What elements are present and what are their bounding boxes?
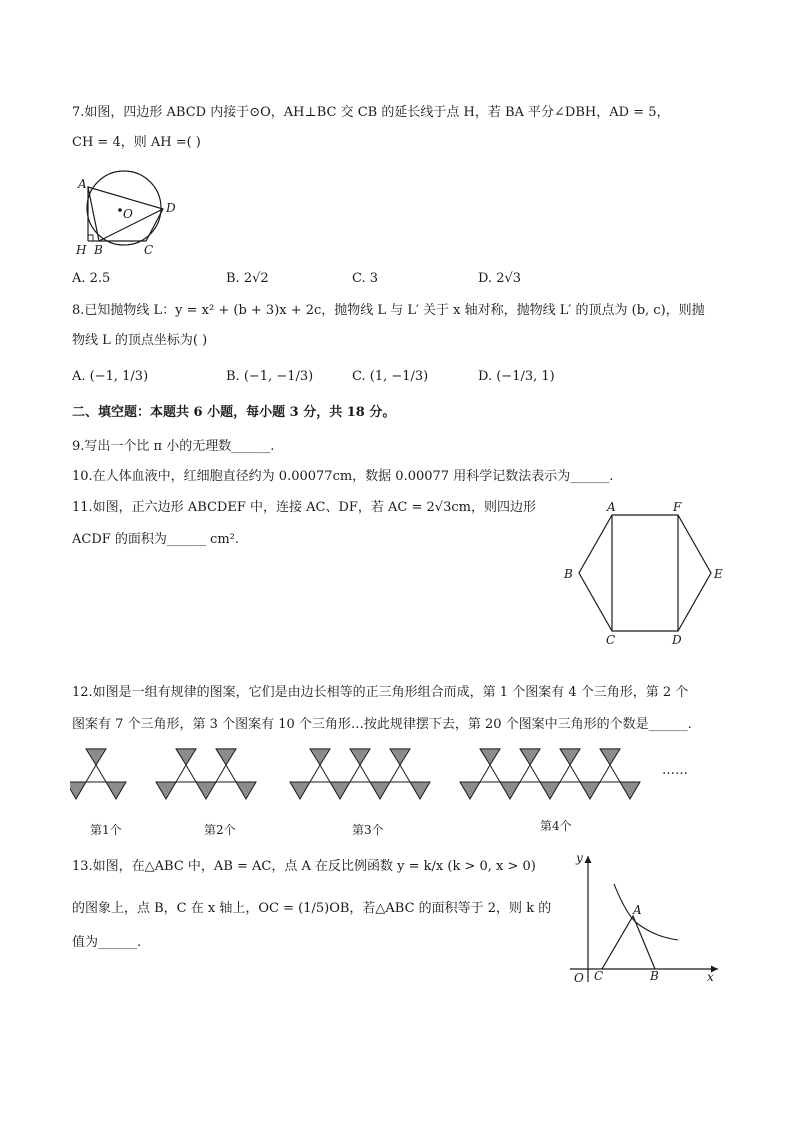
q12-p4-bottom-triangle [460, 782, 480, 799]
q12-p4-bottom-triangle [540, 782, 560, 799]
q7-option-b: B. 2√2 [226, 271, 269, 286]
q12-p3-middle-triangle [310, 765, 330, 782]
q8-line2: 物线 L 的顶点坐标为( ) [72, 333, 208, 348]
q12-p4-bottom-triangle [500, 782, 520, 799]
q13-label-o: O [574, 971, 584, 985]
q12-caption-2: 第2个 [204, 823, 236, 837]
q12-p2-middle-triangle [216, 765, 236, 782]
q11-hexagon [579, 515, 711, 631]
q12-p4-middle-triangle [600, 765, 620, 782]
q12-p2-bottom-triangle [196, 782, 216, 799]
q12-pattern-figure [70, 748, 710, 808]
q12-p2-bottom-triangle [236, 782, 256, 799]
q12-p3-middle-triangle [350, 765, 370, 782]
q11-label-b: B [564, 567, 573, 581]
section-heading: 二、填空题：本题共 6 小题，每小题 3 分，共 18 分。 [72, 405, 396, 420]
q8-option-d: D. (−1/3, 1) [478, 369, 555, 384]
q13-line2: 的图象上，点 B，C 在 x 轴上，OC = (1/5)OB，若△ABC 的面积等于 2，则 k 的 [72, 901, 552, 916]
q12-p1-bottom-triangle [70, 782, 86, 799]
q12-p4-bottom-triangle [620, 782, 640, 799]
q12-p2-top-triangle [176, 749, 196, 765]
q12-p1-top-triangle [86, 749, 106, 765]
q12-line1: 12.如图是一组有规律的图案，它们是由边长相等的正三角形组合而成，第 1 个图案有 4 个三角形，第 2 个 [72, 685, 689, 700]
q13-triangle [602, 916, 655, 969]
q8-option-c: C. (1, −1/3) [352, 369, 429, 384]
q7-right-angle [88, 235, 93, 241]
q12-p3-top-triangle [310, 749, 330, 765]
q13-label-y: y [576, 851, 583, 865]
q7-label-o: O [123, 207, 133, 221]
q12-caption-4: 第4个 [540, 819, 572, 833]
q11-line1: 11.如图，正六边形 ABCDEF 中，连接 AC、DF，若 AC = 2√3cm，则四边形 [72, 500, 536, 515]
q12-p1-middle-triangle [86, 765, 106, 782]
q13-label-x: x [707, 970, 714, 984]
q12-p1-bottom-triangle [106, 782, 126, 799]
q7-label-d: D [166, 201, 176, 215]
q7-line2: CH = 4，则 AH =( ) [72, 135, 201, 150]
q7-option-d: D. 2√3 [478, 271, 522, 286]
q12-p4-middle-triangle [480, 765, 500, 782]
q12-caption-1: 第1个 [90, 823, 122, 837]
q11-line2: ACDF 的面积为______ cm². [72, 532, 239, 547]
q12-line2: 图案有 7 个三角形，第 3 个图案有 10 个三角形…按此规律摆下去，第 20 个图案中三角形的个数是______. [72, 717, 692, 732]
q13-label-c: C [594, 969, 604, 983]
q7-option-a: A. 2.5 [72, 271, 111, 286]
q12-p4-middle-triangle [560, 765, 580, 782]
q12-p3-bottom-triangle [370, 782, 390, 799]
q8-option-a: A. (−1, 1/3) [72, 369, 149, 384]
q8-line1: 8.已知抛物线 L：y = x² + (b + 3)x + 2c，抛物线 L 与 L′ 关于 x 轴对称，抛物线 L′ 的顶点为 (b, c)，则抛 [72, 303, 705, 318]
q12-p4-top-triangle [520, 749, 540, 765]
q12-p3-bottom-triangle [290, 782, 310, 799]
q12-p4-top-triangle [560, 749, 580, 765]
q11-label-f: F [673, 500, 682, 514]
q12-p4-middle-triangle [520, 765, 540, 782]
q13-line3: 值为______. [72, 935, 142, 950]
q7-center-dot [118, 208, 122, 212]
q12-p3-bottom-triangle [330, 782, 350, 799]
q12-p3-bottom-triangle [410, 782, 430, 799]
q7-option-c: C. 3 [352, 271, 379, 286]
q7-figure [74, 168, 186, 260]
q13-graph-figure [560, 848, 730, 988]
q11-label-a: A [607, 500, 616, 514]
q11-hexagon-figure [558, 498, 728, 650]
q12-p3-middle-triangle [390, 765, 410, 782]
q12-p2-middle-triangle [176, 765, 196, 782]
q7-label-b: B [94, 243, 103, 257]
q7-label-h: H [76, 243, 87, 257]
q12-p4-top-triangle [600, 749, 620, 765]
q9-text: 9.写出一个比 π 小的无理数______. [72, 439, 275, 454]
q12-p2-top-triangle [216, 749, 236, 765]
q13-label-b: B [650, 969, 659, 983]
q12-p3-top-triangle [350, 749, 370, 765]
q12-caption-3: 第3个 [352, 823, 384, 837]
q13-label-a: A [633, 903, 642, 917]
q12-p2-bottom-triangle [156, 782, 176, 799]
q8-option-b: B. (−1, −1/3) [226, 369, 314, 384]
q12-p3-top-triangle [390, 749, 410, 765]
q12-ellipsis: …… [662, 763, 688, 778]
q7-label-a: A [78, 177, 87, 191]
q11-label-c: C [606, 633, 616, 647]
q10-text: 10.在人体血液中，红细胞直径约为 0.00077cm，数据 0.00077 用科学记数法表示为______. [72, 469, 614, 484]
q13-line1: 13.如图，在△ABC 中，AB = AC，点 A 在反比例函数 y = k/x (k > 0, x > 0) [72, 859, 536, 874]
q7-line1: 7.如图，四边形 ABCD 内接于⊙O，AH⊥BC 交 CB 的延长线于点 H，若 BA 平分∠DBH，AD = 5， [72, 105, 670, 120]
q12-p4-top-triangle [480, 749, 500, 765]
q11-label-e: E [714, 567, 723, 581]
q7-label-c: C [144, 243, 154, 257]
q11-label-d: D [672, 633, 682, 647]
q12-p4-bottom-triangle [580, 782, 600, 799]
